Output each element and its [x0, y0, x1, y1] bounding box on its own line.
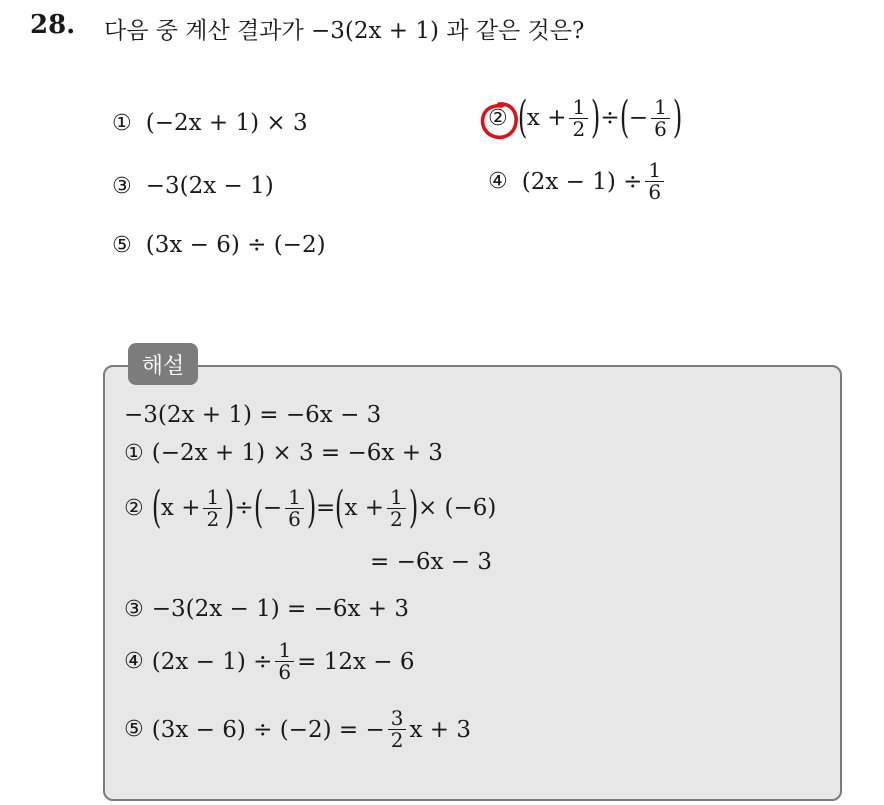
fraction: [203, 484, 222, 531]
numerator: 1: [278, 638, 292, 662]
solution-expression: = 12x − 6: [297, 648, 415, 675]
numerator: 1: [288, 484, 301, 509]
option-5[interactable]: [112, 232, 326, 258]
option-marker: ④: [124, 649, 144, 674]
option-expression: (3x − 6) ÷ (−2): [145, 232, 326, 258]
solution-expression: = −6x − 3: [370, 549, 492, 575]
solution-line-5: [124, 708, 471, 751]
numerator: 1: [390, 484, 403, 509]
option-expression: (−2x + 1) × 3: [145, 110, 308, 136]
solution-line-1: [124, 440, 443, 466]
fraction: [651, 94, 670, 141]
option-marker: ①: [112, 110, 132, 136]
solution-expression: x + 3: [409, 716, 471, 743]
option-expression: x +: [526, 105, 567, 131]
option-3[interactable]: [112, 173, 274, 199]
fraction: [285, 484, 304, 531]
denominator: 2: [569, 118, 588, 140]
solution-expression: −3(2x + 1) = −6x − 3: [124, 402, 382, 428]
fraction: [388, 708, 407, 751]
solution-line-3: [124, 596, 409, 622]
solution-line-2: [124, 482, 497, 533]
denominator: 2: [387, 508, 406, 530]
numerator: 3: [390, 706, 404, 730]
option-marker: ①: [124, 440, 144, 466]
option-4[interactable]: [488, 160, 667, 203]
denominator: 2: [203, 508, 222, 530]
operator: ÷: [234, 495, 254, 521]
operator: ÷: [600, 105, 620, 131]
solution-line-4: [124, 640, 415, 683]
minus-sign: −: [628, 105, 649, 131]
numerator: 1: [648, 158, 662, 182]
minus-sign: −: [262, 495, 283, 521]
fraction: [645, 160, 664, 203]
option-1[interactable]: [112, 110, 308, 136]
option-expression: −3(2x − 1): [145, 173, 274, 199]
solution-line-0: [124, 402, 381, 428]
solution-line-2b: [370, 549, 492, 575]
option-marker: ③: [112, 173, 132, 199]
solution-expression: × (−6): [417, 495, 497, 521]
paren-open: (: [151, 482, 162, 533]
fraction: [569, 94, 588, 141]
numerator: 1: [654, 94, 667, 119]
option-expression: (2x − 1) ÷: [521, 168, 643, 195]
denominator: 6: [275, 661, 294, 683]
solution-tab: 해설: [128, 343, 198, 385]
paren-open: (: [253, 482, 263, 533]
denominator: 6: [645, 181, 664, 203]
paren-open: (: [619, 92, 629, 143]
paren-close: ): [672, 92, 683, 143]
paren-close: ): [306, 482, 317, 533]
solution-expression: (2x − 1) ÷: [151, 648, 273, 675]
fraction: [275, 640, 294, 683]
option-marker: ②: [488, 105, 508, 131]
paren-open: (: [335, 482, 345, 533]
solution-expression: x +: [344, 495, 385, 521]
option-marker: ⑤: [112, 232, 132, 258]
solution-expression: (3x − 6) ÷ (−2) = −: [151, 716, 385, 743]
option-marker: ⑤: [124, 717, 144, 742]
option-marker: ②: [124, 495, 144, 521]
option-marker: ④: [488, 169, 508, 194]
question-number: 28.: [30, 10, 76, 40]
paren-open: (: [517, 92, 528, 143]
denominator: 2: [388, 729, 407, 751]
paren-close: ): [591, 92, 601, 143]
option-marker: ③: [124, 596, 144, 622]
fraction: [387, 484, 406, 531]
option-2[interactable]: [488, 92, 683, 143]
paren-close: ): [408, 482, 419, 533]
question-text: 다음 중 계산 결과가 −3(2x + 1) 과 같은 것은?: [104, 18, 585, 44]
solution-expression: −3(2x − 1) = −6x + 3: [151, 596, 410, 622]
numerator: 1: [206, 484, 220, 509]
denominator: 6: [285, 508, 304, 530]
denominator: 6: [651, 118, 670, 140]
numerator: 1: [572, 94, 586, 119]
paren-close: ): [225, 482, 235, 533]
solution-expression: (−2x + 1) × 3 = −6x + 3: [151, 440, 443, 466]
solution-expression: x +: [160, 495, 201, 521]
equals-sign: =: [316, 495, 336, 521]
